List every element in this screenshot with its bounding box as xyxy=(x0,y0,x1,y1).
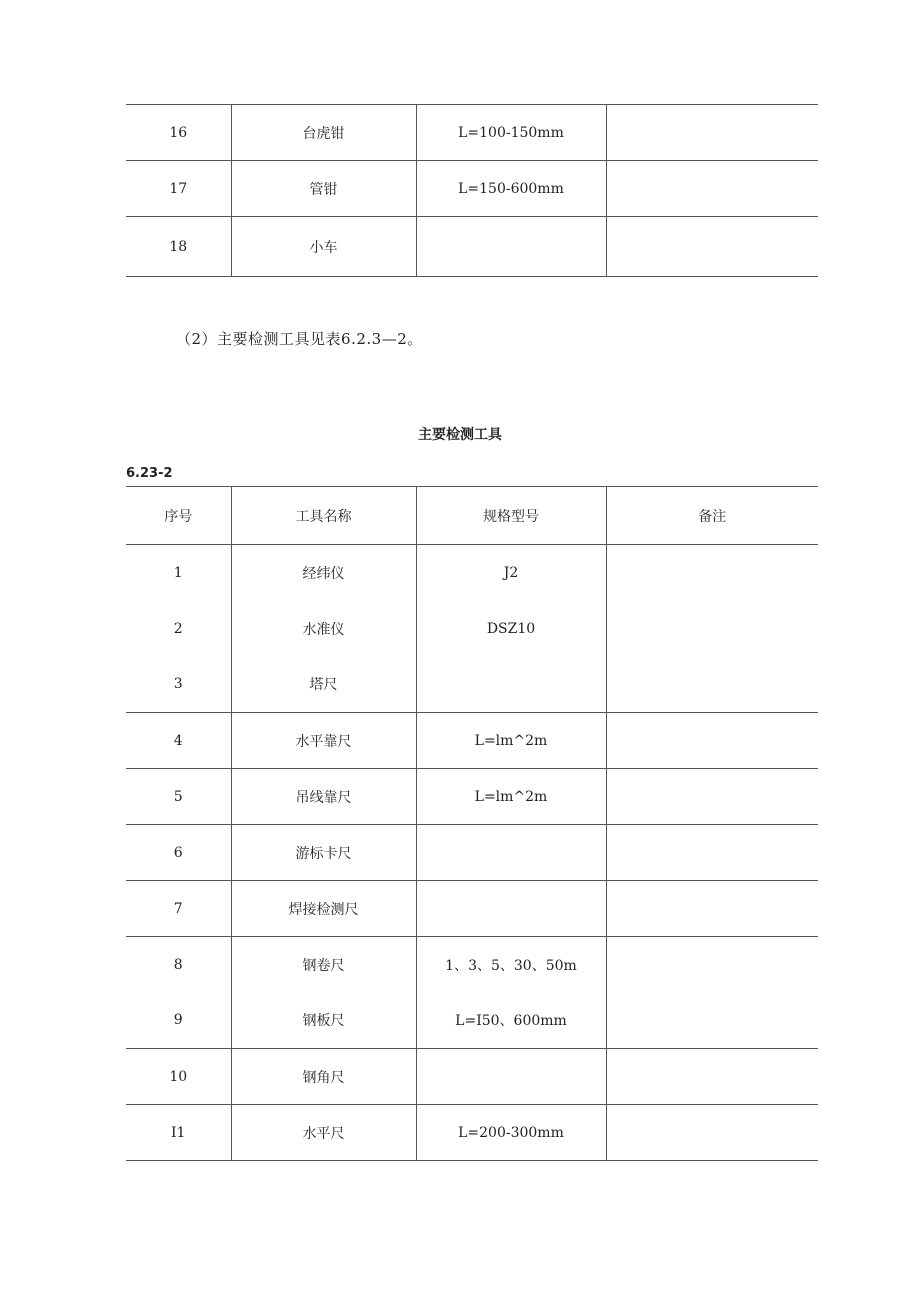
cell-no: 7 xyxy=(126,881,231,937)
cell-spec xyxy=(416,825,606,881)
cell-name: 钢板尺 xyxy=(231,993,416,1049)
header-name: 工具名称 xyxy=(231,487,416,545)
inspection-tools-table xyxy=(126,486,818,1161)
table-row xyxy=(126,161,818,217)
table-title: 主要检测工具 xyxy=(418,427,502,443)
cell-spec: L=lm^2m xyxy=(416,769,606,825)
body-paragraph: （2）主要检测工具见表6.2.3—2。 xyxy=(176,330,423,348)
cell-spec: DSZ10 xyxy=(416,601,606,657)
cell-spec xyxy=(416,881,606,937)
cell-no: 1 xyxy=(173,564,183,581)
cell-no: 5 xyxy=(126,769,231,825)
cell-no: 17 xyxy=(126,161,231,217)
table-header-row xyxy=(126,487,818,545)
cell-note xyxy=(606,713,818,769)
header-spec: 规格型号 xyxy=(416,487,606,545)
cell-spec: L=200-300mm xyxy=(416,1105,606,1161)
header-note: 备注 xyxy=(606,487,818,545)
cell-spec: 1、3、5、30、50m xyxy=(416,937,606,993)
table-row xyxy=(126,937,818,993)
cell-spec: L=I50、600mm xyxy=(416,993,606,1049)
table-row xyxy=(126,545,818,601)
cell-note xyxy=(606,601,818,657)
cell-note xyxy=(606,105,818,161)
header-no: 序号 xyxy=(126,487,231,545)
cell-spec: L=lm^2m xyxy=(416,713,606,769)
cell-name: 塔尺 xyxy=(231,657,416,713)
table-row xyxy=(126,881,818,937)
cell-note xyxy=(606,937,818,993)
table-number: 6.23-2 xyxy=(126,466,173,481)
table-row xyxy=(126,1105,818,1161)
table-row xyxy=(126,1049,818,1105)
cell-name: 经纬仪 xyxy=(231,545,416,601)
table-row xyxy=(126,601,818,657)
table-row xyxy=(126,769,818,825)
cell-spec: L=100-150mm xyxy=(416,105,606,161)
cell-note xyxy=(606,217,818,277)
cell-note xyxy=(606,825,818,881)
cell-no: 8 xyxy=(173,956,183,973)
table-row xyxy=(126,825,818,881)
cell-name: 游标卡尺 xyxy=(231,825,416,881)
table-row xyxy=(126,105,818,161)
cell-note xyxy=(606,881,818,937)
cell-spec: L=150-600mm xyxy=(416,161,606,217)
cell-no: 4 xyxy=(126,713,231,769)
table-row xyxy=(126,713,818,769)
cell-note xyxy=(606,657,818,713)
cell-name: 钢角尺 xyxy=(231,1049,416,1105)
cell-no: I1 xyxy=(126,1105,231,1161)
table-row xyxy=(126,217,818,277)
cell-note xyxy=(606,1105,818,1161)
table-row xyxy=(126,657,818,713)
cell-name: 水平靠尺 xyxy=(231,713,416,769)
table-row xyxy=(126,993,818,1049)
cell-no: 16 xyxy=(126,105,231,161)
cell-name: 钢卷尺 xyxy=(231,937,416,993)
cell-note xyxy=(606,769,818,825)
cell-name: 焊接检测尺 xyxy=(231,881,416,937)
cell-note xyxy=(606,1049,818,1105)
cell-name: 台虎钳 xyxy=(231,105,416,161)
cell-name: 吊线靠尺 xyxy=(231,769,416,825)
cell-spec xyxy=(416,657,606,713)
cell-name: 小车 xyxy=(231,217,416,277)
cell-spec xyxy=(416,217,606,277)
cell-note xyxy=(606,545,818,601)
cell-no: 2 xyxy=(173,620,183,637)
cell-no: 3 xyxy=(126,657,231,713)
cell-spec xyxy=(416,1049,606,1105)
cell-note xyxy=(606,161,818,217)
cell-spec: J2 xyxy=(416,545,606,601)
cell-no: 18 xyxy=(126,217,231,277)
cell-name: 水平尺 xyxy=(231,1105,416,1161)
cell-no: 10 xyxy=(126,1049,231,1105)
cell-no: 9 xyxy=(126,993,231,1049)
cell-no: 6 xyxy=(126,825,231,881)
tools-table-continued xyxy=(126,104,818,277)
cell-note xyxy=(606,993,818,1049)
cell-name: 管钳 xyxy=(231,161,416,217)
cell-name: 水准仪 xyxy=(231,601,416,657)
